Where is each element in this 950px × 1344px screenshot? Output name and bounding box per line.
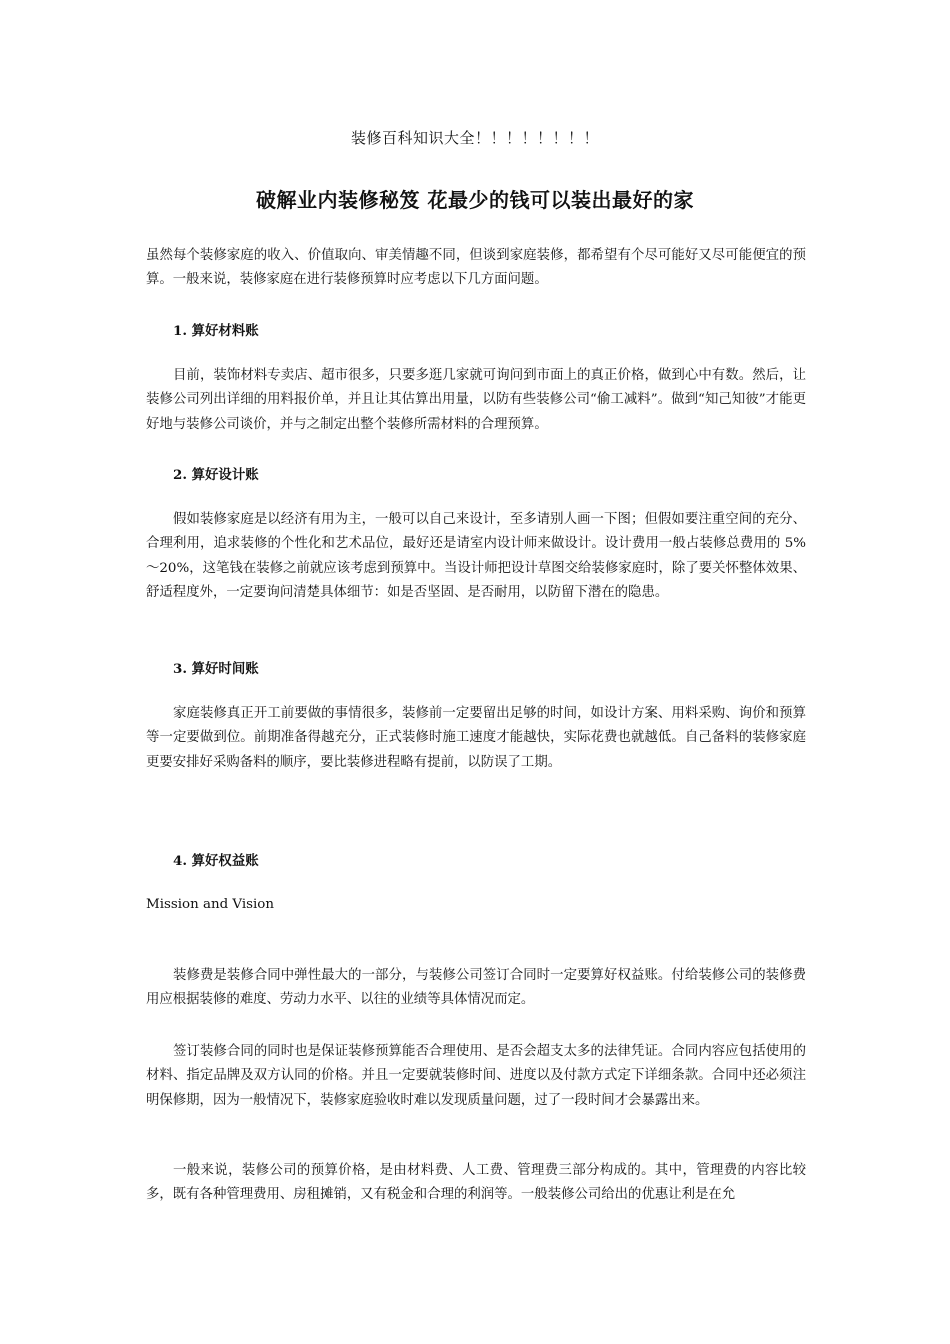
series-title: 装修百科知识大全！！！！！！！！ [350,129,599,147]
section-heading-materials: 1. 算好材料账 [173,323,259,339]
section-heading-design: 2. 算好设计账 [173,467,259,483]
section-paragraph-rights-3: 一般来说，装修公司的预算价格，是由材料费、人工费、管理费三部分构成的。其中，管理费的内容比较多，既有各种管理费用、房租摊销，又有税金和合理的利润等。一般装修公司给出的优惠让利是在允 [146,1163,806,1203]
article-title: 破解业内装修秘笈 花最少的钱可以装出最好的家 [256,188,694,212]
section-heading-time: 3. 算好时间账 [173,661,259,677]
section-paragraph-design: 假如装修家庭是以经济有用为主，一般可以自己来设计，至多请别人画一下图；但假如要注重空间的充分、合理利用，追求装修的个性化和艺术品位，最好还是请室内设计师来做设计。设计费用一般占装修总费用的 5%～20%，这笔钱在装修之前就应该考虑到预算中。当设计师把设计草图交给装修家庭时，除了要关怀整体效果、舒适程度外，一定要询问清楚具体细节：如是否坚固、是否耐用，以防留下潜在的隐患。 [146,512,806,600]
section-heading-rights: 4. 算好权益账 [173,853,259,869]
section-paragraph-materials: 目前，装饰材料专卖店、超市很多，只要多逛几家就可询问到市面上的真正价格，做到心中有数。然后，让装修公司列出详细的用料报价单，并且让其估算出用量，以防有些装修公司“偷工减料”。做到“知己知彼”才能更好地与装修公司谈价，并与之制定出整个装修所需材料的合理预算。 [146,368,806,432]
intro-paragraph: 虽然每个装修家庭的收入、价值取向、审美情趣不同，但谈到家庭装修，都希望有个尽可能好又尽可能便宜的预算。一般来说，装修家庭在进行装修预算时应考虑以下几方面问题。 [146,248,806,288]
section-paragraph-rights-1: 装修费是装修合同中弹性最大的一部分，与装修公司签订合同时一定要算好权益账。付给装修公司的装修费用应根据装修的难度、劳动力水平、以往的业绩等具体情况而定。 [146,968,806,1008]
mission-vision-line: Mission and Vision [146,897,274,912]
section-paragraph-rights-2: 签订装修合同的同时也是保证装修预算能否合理使用、是否会超支太多的法律凭证。合同内容应包括使用的材料、指定品牌及双方认同的价格。并且一定要就装修时间、进度以及付款方式定下详细条款。合同中还必须注明保修期，因为一般情况下，装修家庭验收时难以发现质量问题，过了一段时间才会暴露出来。 [146,1044,806,1108]
section-paragraph-time: 家庭装修真正开工前要做的事情很多，装修前一定要留出足够的时间，如设计方案、用料采购、询价和预算等一定要做到位。前期准备得越充分，正式装修时施工速度才能越快，实际花费也就越低。自己备料的装修家庭更要安排好采购备料的顺序，要比装修进程略有提前，以防误了工期。 [146,706,806,770]
